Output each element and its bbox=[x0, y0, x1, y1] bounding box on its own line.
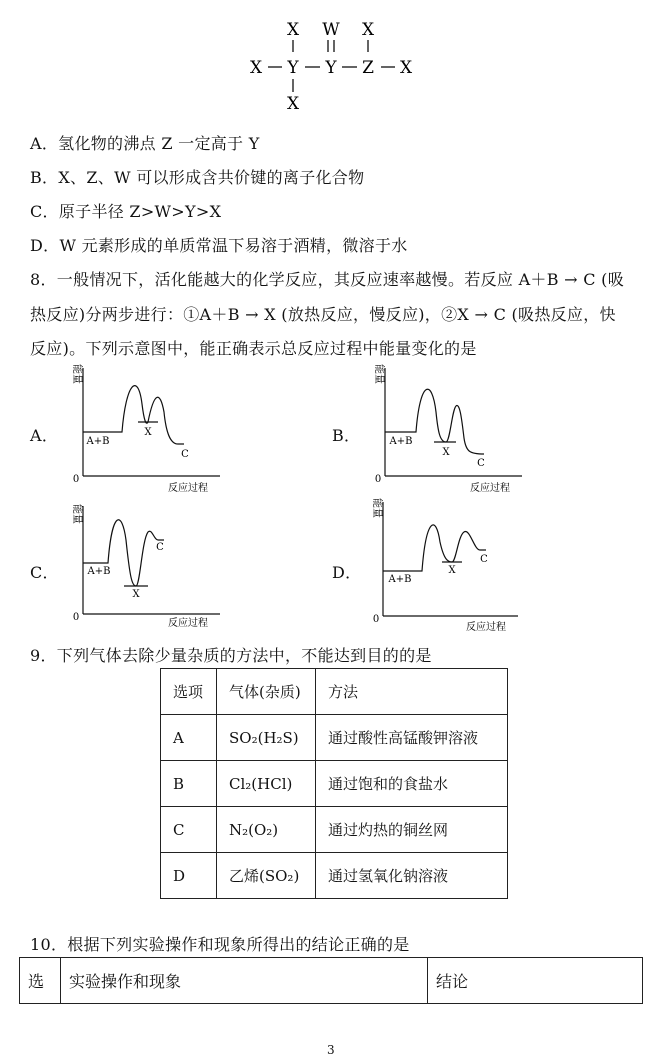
product-label: C bbox=[480, 554, 488, 565]
atom-x-bottom: X bbox=[286, 94, 300, 114]
q9-table bbox=[160, 668, 508, 899]
energy-diagram-a bbox=[60, 362, 230, 497]
atom-x-top-right: X bbox=[361, 20, 375, 40]
energy-diagram-d bbox=[360, 496, 530, 636]
origin-label: 0 bbox=[72, 612, 80, 623]
atom-x-right: X bbox=[399, 58, 413, 78]
product-label: C bbox=[477, 458, 485, 469]
q9-question: 9．下列气体去除少量杂质的方法中，不能达到目的的是 bbox=[30, 646, 432, 665]
q7-option-a: A．氢化物的沸点 Z 一定高于 Y bbox=[30, 134, 260, 153]
table-row bbox=[161, 853, 508, 899]
row-option: A bbox=[161, 715, 217, 761]
q7-option-d: D．W 元素形成的单质常温下易溶于酒精，微溶于水 bbox=[30, 236, 408, 255]
table-header-row bbox=[20, 958, 643, 1004]
energy-diagram-c bbox=[60, 500, 230, 635]
q8-line-1: 8．一般情况下，活化能越大的化学反应，其反应速率越慢。若反应 A＋B → C (吸 bbox=[30, 270, 625, 289]
row-gas: 乙烯(SO₂) bbox=[217, 853, 316, 899]
y-axis-label-4: 能量 bbox=[371, 498, 382, 518]
intermediate-label: X bbox=[442, 447, 450, 458]
atom-y-1: Y bbox=[287, 58, 299, 78]
atom-z: Z bbox=[362, 58, 374, 78]
table-row bbox=[161, 807, 508, 853]
product-label: C bbox=[181, 449, 189, 460]
product-label: C bbox=[156, 542, 164, 553]
row-method: 通过灼热的铜丝网 bbox=[316, 807, 508, 853]
q10-table bbox=[19, 957, 643, 1004]
q8-option-a-label: A． bbox=[30, 426, 59, 445]
atom-y-2: Y bbox=[325, 58, 337, 78]
row-option: C bbox=[161, 807, 217, 853]
header-gas: 气体(杂质) bbox=[217, 669, 316, 715]
reactant-label: A+B bbox=[389, 436, 413, 447]
header-option: 选项 bbox=[161, 669, 217, 715]
origin-label: 0 bbox=[372, 614, 380, 625]
origin-label: 0 bbox=[72, 474, 80, 485]
q8-option-c-label: C． bbox=[30, 563, 59, 582]
y-axis-label-3: 能量 bbox=[71, 504, 82, 524]
q8-option-b-label: B． bbox=[332, 426, 361, 445]
intermediate-label: X bbox=[144, 427, 152, 438]
header-operation: 实验操作和现象 bbox=[61, 958, 428, 1004]
table-row bbox=[161, 715, 508, 761]
y-axis-label-1: 能量 bbox=[71, 364, 82, 384]
origin-label: 0 bbox=[374, 474, 382, 485]
q7-option-b: B．X、Z、W 可以形成含共价键的离子化合物 bbox=[30, 168, 365, 187]
row-gas: SO₂(H₂S) bbox=[217, 715, 316, 761]
intermediate-label: X bbox=[132, 589, 140, 600]
header-method: 方法 bbox=[316, 669, 508, 715]
row-gas: N₂(O₂) bbox=[217, 807, 316, 853]
x-axis-label: 反应过程 bbox=[168, 483, 208, 494]
atom-x-top-left: X bbox=[286, 20, 300, 40]
structural-formula bbox=[240, 14, 425, 114]
atom-x-left: X bbox=[249, 58, 263, 78]
x-axis-label: 反应过程 bbox=[168, 618, 208, 629]
q8-line-3: 反应)。下列示意图中，能正确表示总反应过程中能量变化的是 bbox=[30, 339, 477, 358]
row-method: 通过酸性高锰酸钾溶液 bbox=[316, 715, 508, 761]
reactant-label: A+B bbox=[86, 436, 110, 447]
y-axis-label-2: 能量 bbox=[373, 364, 384, 384]
page-number: 3 bbox=[327, 1043, 335, 1057]
table-header-row bbox=[161, 669, 508, 715]
intermediate-label: X bbox=[448, 565, 456, 576]
q8-line-2: 热反应)分两步进行：①A＋B → X (放热反应，慢反应)，②X → C (吸热反应，快 bbox=[30, 305, 616, 324]
q8-option-d-label: D． bbox=[332, 563, 362, 582]
header-conclusion: 结论 bbox=[428, 958, 643, 1004]
q10-question: 10．根据下列实验操作和现象所得出的结论正确的是 bbox=[30, 935, 410, 954]
header-option: 选 bbox=[20, 958, 61, 1004]
row-option: D bbox=[161, 853, 217, 899]
row-method: 通过氢氧化钠溶液 bbox=[316, 853, 508, 899]
q7-option-c: C．原子半径 Z>W>Y>X bbox=[30, 202, 222, 221]
row-option: B bbox=[161, 761, 217, 807]
atom-w: W bbox=[322, 20, 340, 40]
x-axis-label: 反应过程 bbox=[470, 483, 510, 494]
reactant-label: A+B bbox=[388, 574, 412, 585]
reactant-label: A+B bbox=[87, 566, 111, 577]
x-axis-label: 反应过程 bbox=[466, 622, 506, 633]
energy-diagram-b bbox=[362, 362, 532, 497]
table-row bbox=[161, 761, 508, 807]
row-method: 通过饱和的食盐水 bbox=[316, 761, 508, 807]
row-gas: Cl₂(HCl) bbox=[217, 761, 316, 807]
